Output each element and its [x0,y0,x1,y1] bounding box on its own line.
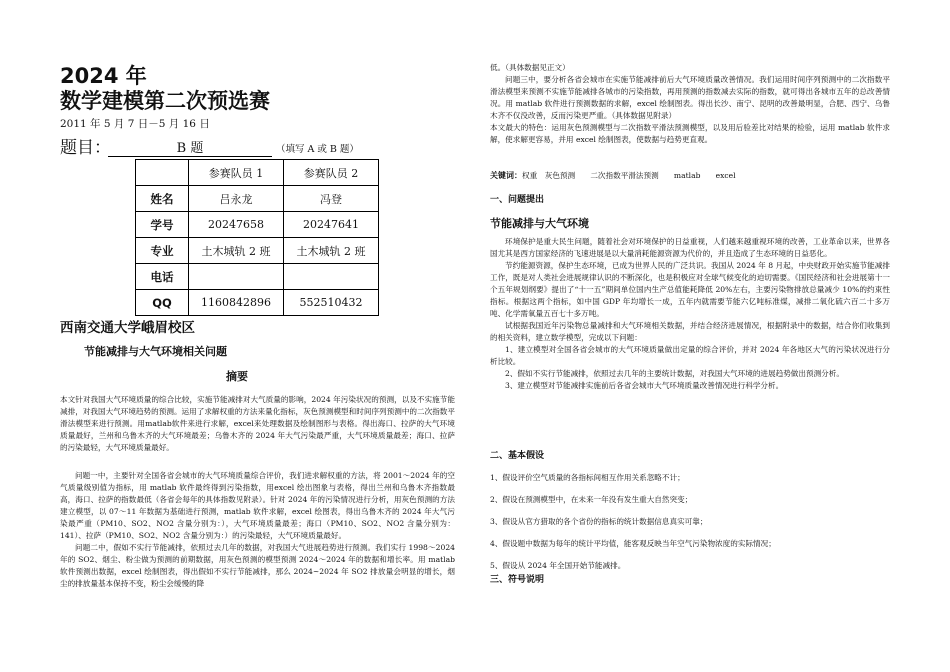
cell-member2: 20247641 [284,212,379,238]
row-label: 电话 [136,264,189,290]
section-subheading: 节能减排与大气环境 [490,217,589,230]
cell-member1: 20247658 [189,212,284,238]
section-heading: 三、符号说明 [490,575,545,585]
table-row [136,212,379,238]
table-header-row [136,160,379,186]
keywords-label: 关键词： [490,171,522,180]
section-heading: 二、基本假设 [490,451,545,461]
table-row [136,238,379,264]
year-title: 2024 年 [60,64,147,88]
school-name: 西南交通大学峨眉校区 [60,320,195,336]
row-label: 专业 [136,238,189,264]
list-item: 2、假设在预测模型中，在未来一年没有发生重大自然突变； [490,495,693,504]
team-table [135,159,379,316]
cell-member1: 吕永龙 [189,186,284,212]
table-header-member2: 参赛队员 2 [284,160,379,186]
contest-dates: 2011 年 5 月 7 日－5 月 16 日 [60,118,210,130]
cell-member1: 1160842896 [189,290,284,316]
abstract-paragraph: 本文针对我国大气环境质量的综合比较，实施节能减排对大气质量的影响，2024 年污染状况的预测，以及不实施节能减排，对我国大气环境趋势的预测。运用了求解权重的方法来量化指标，灰色预测模型和时间序列预测中的二次指数平滑法模型来进行预测。用matlab软件来进行求解，excel来处理数据及绘制图形与表格。得出海口、拉萨的大气环境质量最好，兰州和乌鲁木齐的大气环境最差；乌鲁木齐的 2024 年大气污染最严重，大气环境质量最差；海口、拉萨的污染最轻，大气环境质量最好。 [60,395,455,452]
table-row [136,290,379,316]
keywords-line [490,170,890,182]
body-paragraph: 节约能源资源，保护生态环境，已成为世界人民的广泛共识。我国从 2024 年 8 月起，中央财政开始实施节能减排工作，既是对人类社会进展规律认识的不断深化，也是积极应对全球气候变化的迫切需要。《国民经济和社会进展第十一个五年规划纲要》提出了“十一五”期间单位国内生产总值能耗降低 20%左右，主要污染物排放总量减少 10%的约束性指标。根据这两个指标，如中国 GDP 年均增长一成，五年内就需要节能六亿吨标准煤，减排二氧化硫六百二十多万吨、化学需氧量五百七十多万吨。 [490,261,890,318]
body-paragraph: 3、建立模型对节能减排实施前后各省会城市大气环境质量改善情况进行科学分析。 [505,381,784,390]
table-corner-cell [136,160,189,186]
assumption-list [490,471,890,581]
list-item: 3、假设从官方猎取的各个省份的指标的统计数据信息真实可靠； [490,517,708,526]
abstract-paragraph: 问题二中，假如不实行节能减排，依照过去几年的数据，对我国大气进展趋势进行预测。我们实行 1998～2024 年的 SO2、烟尘、粉尘做为预测的前期数据，用灰色预测的模型预测 2024～2024 年的数据和增长率。用 matlab 软件预测出数据，excel 绘制图表，得出假如不实行节能减排，那么 2024~2024 年 SO2 排放量会明显的增长，烟尘的排放量基本保持不变，粉尘会缓慢的降 [60,543,455,588]
row-label: 姓名 [136,186,189,212]
abstract-title: 摘要 [226,370,248,383]
row-label: QQ [136,290,189,316]
topic-hint: （填写 A 或 B 题） [276,144,359,155]
cell-member2: 冯登 [284,186,379,212]
list-item: 1、假设评价空气质量的各指标间相互作用关系忽略不计； [490,473,685,482]
list-item: 4、假设题中数据为每年的统计平均值，能客观反映当年空气污染物浓度的实际情况； [490,539,776,548]
cell-member1: 土木城轨 2 班 [189,238,284,264]
cell-member1 [189,264,284,290]
body-paragraph: 试根据我国近年污染物总量减排和大气环境相关数据，并结合经济进展情况，根据附录中的数据，结合你们收集到的相关资料，建立数学模型，完成以下问题： [490,321,890,342]
topic-label: 题目： [60,138,111,158]
list-item: 5、假设从 2024 年全国开始节能减排。 [490,561,626,570]
abstract-paragraph: 问题一中，主要针对全国各省会城市的大气环境质量综合评价，我们进求解权重的方法，将 2001～2024 年的空气质量级别值为指标，用 matlab 软件最终得到污染指数，用excel 绘出图象与表格，得出兰州和乌鲁木齐指数最高，海口、拉萨的指数最低（各省会每年的具体指数见附录）。针对 2024 年的污染情况进行分析，用灰色预测的方法建立模型，以 07～11 年数据为基础进行预测，matlab 软件求解，excel 绘图表，得出乌鲁木齐的 2024 年大气污染最严重（PM10、SO2、NO2 含量分别为：），大气环境质量最差；海口（PM10、SO2、NO2 含量分别为：141）、拉萨（PM10、SO2、NO2 含量分别为：）的污染最轻，大气环境质量最好。 [60,471,455,540]
section-heading: 一、问题提出 [490,195,545,205]
cell-member2: 552510432 [284,290,379,316]
topic-value: B 题 [108,143,272,157]
abstract-body [60,394,455,454]
keywords-text: 权重 灰色预测 二次指数平滑法预测 matlab excel [522,171,736,180]
abstract-paragraph: 本文最大的特色：运用灰色预测模型与二次指数平滑法预测模型，以及用后验差比对结果的检验，运用 matlab 软件求解，使求解更容易，并用 excel 绘制图表，使数据与趋势更直观。 [490,123,890,144]
body-paragraph: 环境保护是重大民生问题，随着社会对环境保护的日益重视，人们越来越重视环境的改善，工业革命以来，世界各国尤其是西方国家经济的飞速进展是以大量消耗能源资源为代价的，并且造成了生态环境的日益恶化。 [490,237,890,258]
row-label: 学号 [136,212,189,238]
abstract-paragraph: 问题三中，要分析各省会城市在实施节能减排前后大气环境质量改善情况。我们运用时间序列预测中的二次指数平滑法模型来预测不实施节能减排各城市的污染指数，再用预测的指数减去实际的指数，就可得出各城市五年的总改善情况。用 matlab 软件进行预测数据的求解，excel 绘制图表。得出长沙、南宁、昆明的改善最明显，合肥、西宁、乌鲁木齐不仅没改善，反而污染更严重。（具体数据见附录） [490,75,890,120]
table-row [136,264,379,290]
problem-body [490,236,890,392]
paper-subtitle: 节能减排与大气环境相关问题 [84,345,227,358]
cell-member2 [284,264,379,290]
body-paragraph: 2、假如不实行节能减排，依照过去几年的主要统计数据，对我国大气环境的进展趋势做出预测分析。 [505,369,844,378]
table-row [136,186,379,212]
cell-member2: 土木城轨 2 班 [284,238,379,264]
contest-title: 数学建模第二次预选赛 [60,89,270,113]
abstract-continued [490,62,890,146]
abstract-paragraph: 低。（具体数据见正文） [490,63,570,72]
table-header-member1: 参赛队员 1 [189,160,284,186]
abstract-questions [60,470,455,590]
body-paragraph: 1、建立模型对全国各省会城市的大气环境质量做出定量的综合评价，并对 2024 年各地区大气的污染状况进行分析比较。 [490,345,890,366]
